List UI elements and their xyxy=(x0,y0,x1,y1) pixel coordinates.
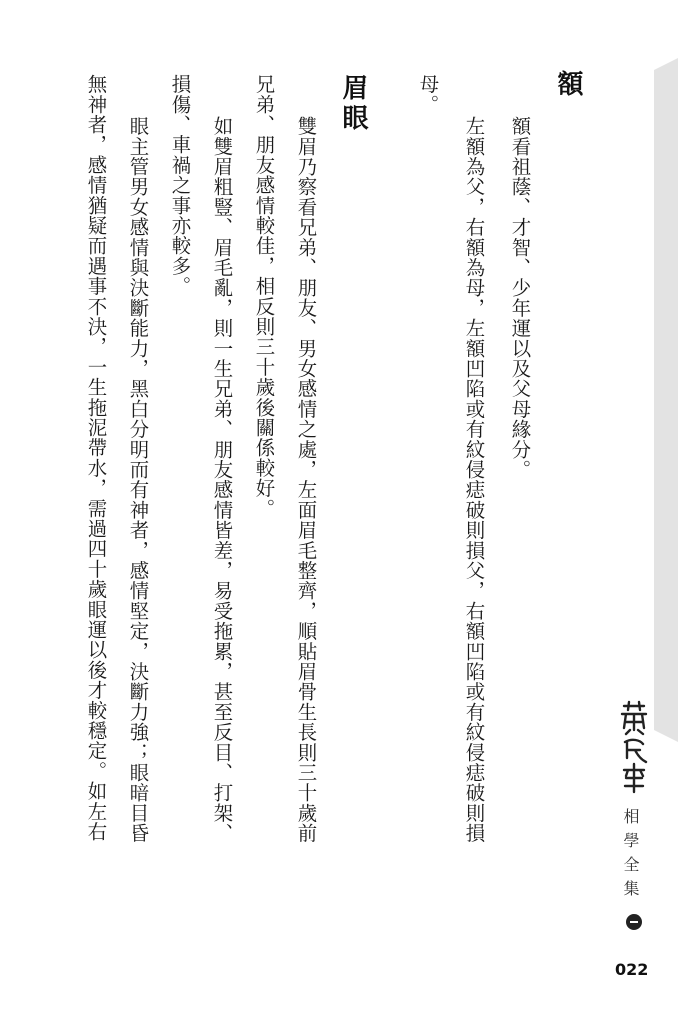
section-heading-brows-eyes: 眉眼 xyxy=(338,74,368,134)
text-column: 左額為父，右額為母，左額凹陷或有紋侵痣破則損父，右額凹陷或有紋侵痣破則損 xyxy=(462,116,486,844)
text-column: 損傷、車禍之事亦較多。 xyxy=(168,74,192,297)
text-column: 如雙眉粗豎、眉毛亂，則一生兄弟、朋友感情皆差，易受拖累，甚至反目、打架、 xyxy=(210,116,234,844)
author-signature-logo xyxy=(616,700,652,796)
text-column: 眼主管男女感情與決斷能力，黑白分明而有神者，感情堅定，決斷力強；眼暗目昏 xyxy=(126,116,150,844)
text-column: 額看祖蔭、才智、少年運以及父母緣分。 xyxy=(508,116,532,480)
text-column: 母。 xyxy=(416,74,440,115)
page-edge-tab xyxy=(654,70,678,730)
text-column: 雙眉乃察看兄弟、朋友、男女感情之處，左面眉毛整齊，順貼眉骨生長則三十歲前 xyxy=(294,116,318,844)
volume-badge-icon xyxy=(626,914,642,930)
page-number: 022 xyxy=(615,960,649,979)
section-heading-forehead: 額 xyxy=(553,70,583,100)
series-title: 相學全集 xyxy=(621,808,640,904)
text-column: 無神者，感情猶疑而遇事不決，一生拖泥帶水，需過四十歲眼運以後才較穩定。如左右 xyxy=(84,74,108,842)
text-column: 兄弟、朋友感情較佳，相反則三十歲後關係較好。 xyxy=(252,74,276,519)
